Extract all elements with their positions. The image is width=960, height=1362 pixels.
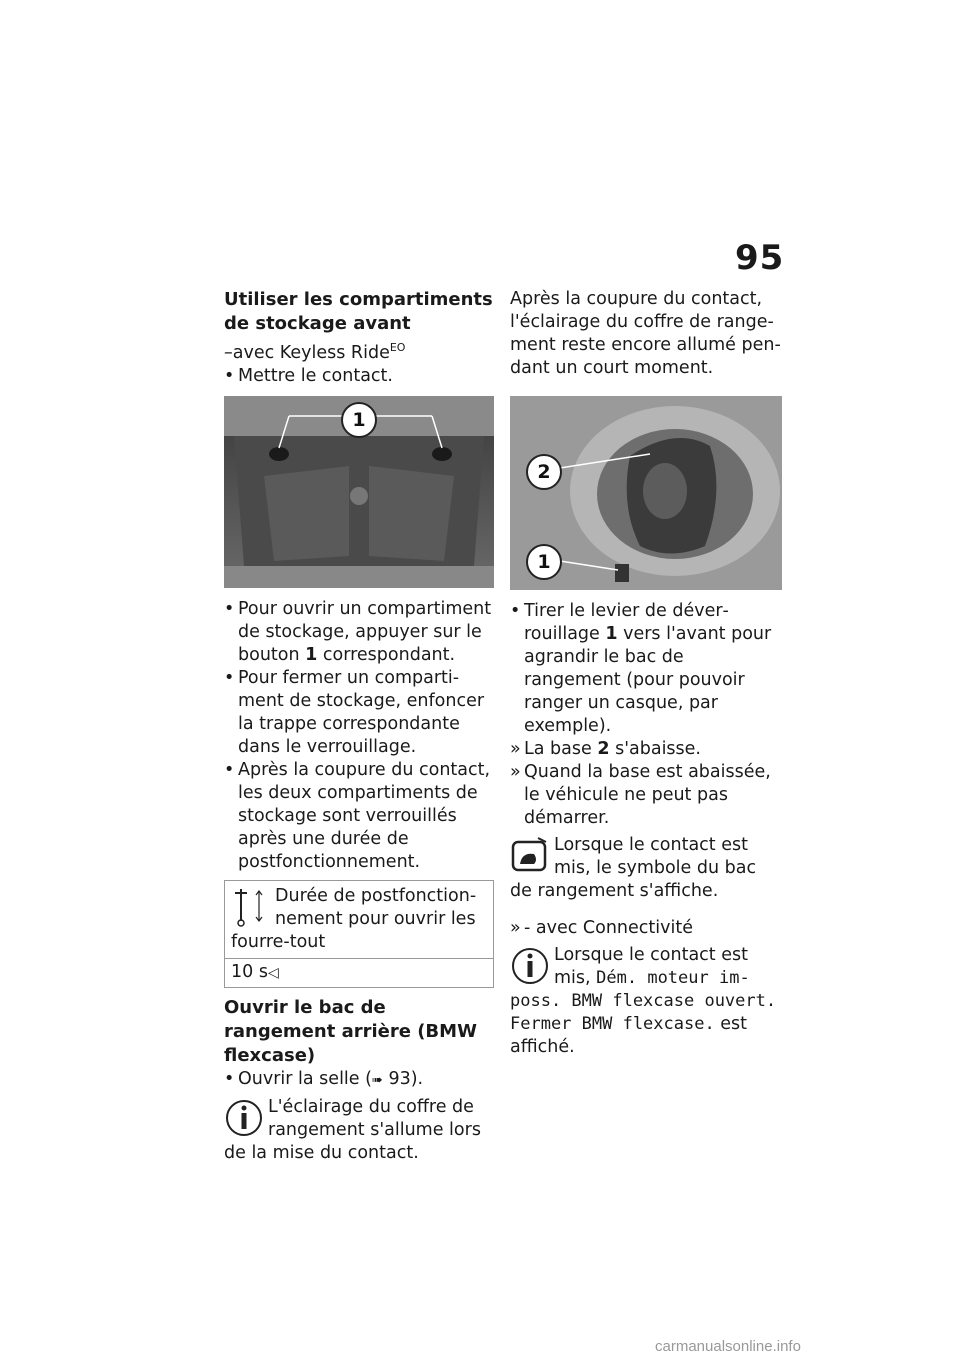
condition-connectivity: » - avec Connectivité [510,917,782,940]
page-ref-arrow-icon: ➠ [371,1072,383,1088]
bullet-open-compartment: • Pour ouvrir un compartiment de stockage, appuyer sur le bouton 1 correspondant. [224,598,494,667]
condition-keyless: –avec Keyless Ride$^{EO}$ [224,341,406,363]
callout-2: 2 [526,454,562,490]
spec-table [224,880,494,988]
step-ignition-on: • Mettre le contact. [224,365,494,388]
callout-1: 1 [526,544,562,580]
spec-icon [231,885,271,929]
info-icon [224,1096,264,1140]
display-message: Dém. moteur imposs. BMW flexcase ouvert. Fermer BMW flexcase. [510,968,777,1034]
front-storage-photo [224,396,494,588]
result-no-start: » Quand la base est abaissée, le véhicule ne peut pas démarrer. [510,761,782,830]
intro-text: Après la coupure du contact, l'éclairage du coffre de rangement reste encore allumé pendant un court moment. [510,289,781,378]
storage-bin-symbol-icon [510,834,550,878]
page-number: 95 [735,238,785,278]
symbol-note [510,834,782,903]
info-note-text: L'éclairage du coffre de rangement s'allume lors de la mise du contact. [224,1096,481,1163]
left-column [224,288,494,1165]
callout-1: 1 [341,402,377,438]
flexcase-photo [510,396,782,590]
bullet-close-compartment: • Pour fermer un compartiment de stockage, enfoncer la trappe correspondante dans le verrouillage. [224,667,494,759]
spec-label-row [225,881,493,959]
bullet-auto-lock: • Après la coupure du contact, les deux compartiments de stockage sont verrouillés après une durée de postfonctionnement. [224,759,494,874]
spec-value-row: 10 s◁ [225,959,493,987]
section-heading-front-storage: Utiliser les compartiments de stockage avant [224,289,493,334]
result-base-lowers: » La base 2 s'abaisse. [510,738,782,761]
spec-label: Durée de postfonctionnement pour ouvrir les fourre-tout [231,885,477,952]
info-note [224,1096,494,1165]
step-open-seat: • Ouvrir la selle (➠ 93). [224,1068,494,1092]
connectivity-note: Lorsque le contact est mis, Dém. moteur imposs. BMW flexcase ouvert. Fermer BMW flexcase. est affiché. [510,945,777,1057]
section-heading-flexcase: Ouvrir le bac de rangement arrière (BMW flexcase) [224,996,477,1066]
symbol-note-text: Lorsque le contact est mis, le symbole du bac de rangement s'affiche. [510,835,757,901]
info-icon [510,944,550,988]
right-column [510,288,782,1059]
step-pull-lever: • Tirer le levier de déverrouillage 1 vers l'avant pour agrandir le bac de rangement (pour pouvoir ranger un casque, par exemple). [510,600,782,738]
watermark: carmanualsonline.info [655,1338,801,1355]
end-triangle-icon: ◁ [267,964,279,981]
